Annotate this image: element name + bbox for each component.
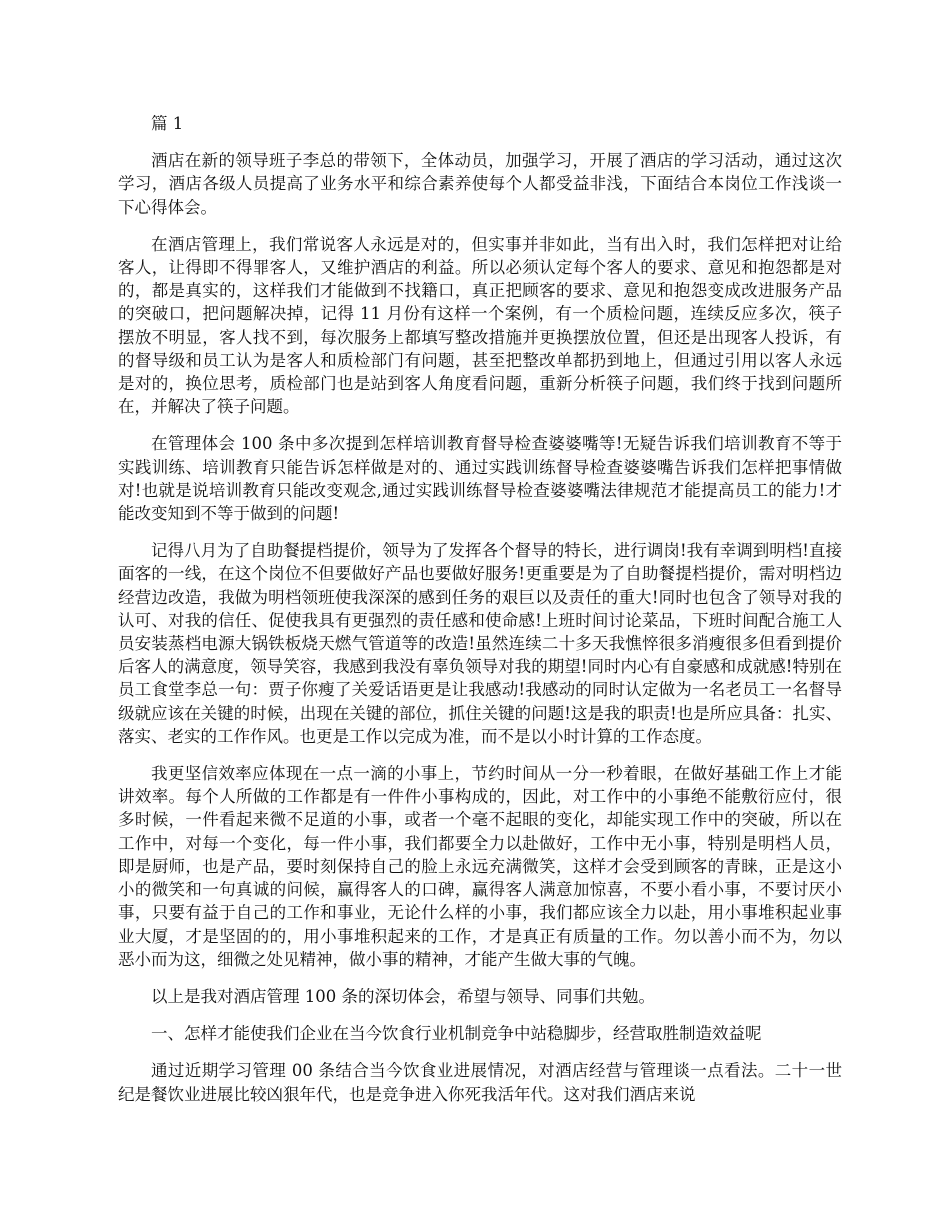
paragraph: 以上是我对酒店管理 100 条的深切体会，希望与领导、同事们共勉。	[151, 986, 655, 1006]
paragraph: 在酒店管理上，我们常说客人永远是对的，但实事并非如此，当有出入时，我们怎样把对让给客人，让得即不得罪客人，又维护酒店的利益。所以必须认定每个客人的要求、意见和抱怨都是对的，都是真实的，这样我们才能做到不找籍口，真正把顾客的要求、意见和抱怨变成改进服务产品的突破口，把问题解决掉，记得 11 月份有这样一个案例，有一个质检问题，连续反应多次，筷子摆放不明显，客人找不到，每次服务上都填写整改措施并更换摆放位置，但还是出现客人投诉，有的督导级和员工认为是客人和质检部门有问题，甚至把整改单都扔到地上，但通过引用以客人永远是对的，换位思考，质检部门也是站到客人角度看问题，重新分析筷子问题，我们终于找到问题所在，并解决了筷子问题。	[118, 234, 842, 417]
section-label: 篇 1	[151, 114, 184, 133]
paragraph: 通过近期学习管理 00 条结合当今饮食业进展情况，对酒店经营与管理谈一点看法。二十一世纪是餐饮业进展比较凶狠年代，也是竞争进入你死我活年代。这对我们酒店来说	[118, 1061, 842, 1104]
paragraph: 酒店在新的领导班子李总的带领下，全体动员，加强学习，开展了酒店的学习活动，通过这次学习，酒店各级人员提高了业务水平和综合素养使每个人都受益非浅，下面结合本岗位工作浅谈一下心得体会。	[118, 151, 842, 217]
paragraph: 一、怎样才能使我们企业在当今饮食行业机制竞争中站稳脚步，经营取胜制造效益呢	[151, 1024, 762, 1044]
paragraph: 我更坚信效率应体现在一点一滴的小事上，节约时间从一分一秒着眼，在做好基础工作上才能讲效率。每个人所做的工作都是有一件件小事构成的，因此，对工作中的小事绝不能敷衍应付，很多时候，一件看起来微不足道的小事，或者一个毫不起眼的变化，却能实现工作中的突破，所以在工作中，对每一个变化，每一件小事，我们都要全力以赴做好，工作中无小事，特别是明档人员，即是厨师，也是产品，要时刻保持自己的脸上永远充满微笑，这样才会受到顾客的青睐，正是这小小的微笑和一句真诚的问候，赢得客人的口碑，赢得客人满意加惊喜，不要小看小事，不要讨厌小事，只要有益于自己的工作和事业，无论什么样的小事，我们都应该全力以赴，用小事堆积起业事业大厦，才是坚固的的，用小事堆积起来的工作，才是真正有质量的工作。勿以善小而不为，勿以恶小而为这，细微之处见精神，做小事的精神，才能产生做大事的气魄。	[118, 764, 842, 969]
document-page	[118, 112, 842, 1120]
paragraph: 在管理体会 100 条中多次提到怎样培训教育督导检查婆婆嘴等!无疑告诉我们培训教育不等于实践训练、培训教育只能告诉怎样做是对的、通过实践训练督导检查婆婆嘴告诉我们怎样把事情做对!也就是说培训教育只能改变观念,通过实践训练督导检查婆婆嘴法律规范才能提高员工的能力!才能改变知到不等于做到的问题!	[118, 434, 842, 524]
paragraph: 记得八月为了自助餐提档提价，领导为了发挥各个督导的特长，进行调岗!我有幸调到明档!直接面客的一线，在这个岗位不但要做好产品也要做好服务!更重要是为了自助餐提档提价，需对明档边经营边改造，我做为明档领班使我深深的感到任务的艰巨以及责任的重大!同时也包含了领导对我的认可、对我的信任、促使我具有更强烈的责任感和使命感!上班时间讨论菜品，下班时间配合施工人员安装蒸档电源大锅铁板烧天燃气管道等的改造!虽然连续二十多天我憔悴很多消瘦很多但看到提价后客人的满意度，领导笑容，我感到我没有辜负领导对我的期望!同时内心有自豪感和成就感!特别在员工食堂李总一句：贾子你瘦了关爱话语更是让我感动!我感动的同时认定做为一名老员工一名督导级就应该在关键的时候，出现在关键的部位，抓住关键的问题!这是我的职责!也是所应具备：扎实、落实、老实的工作作风。也更是工作以完成为准，而不是以小时计算的工作态度。	[118, 541, 842, 746]
